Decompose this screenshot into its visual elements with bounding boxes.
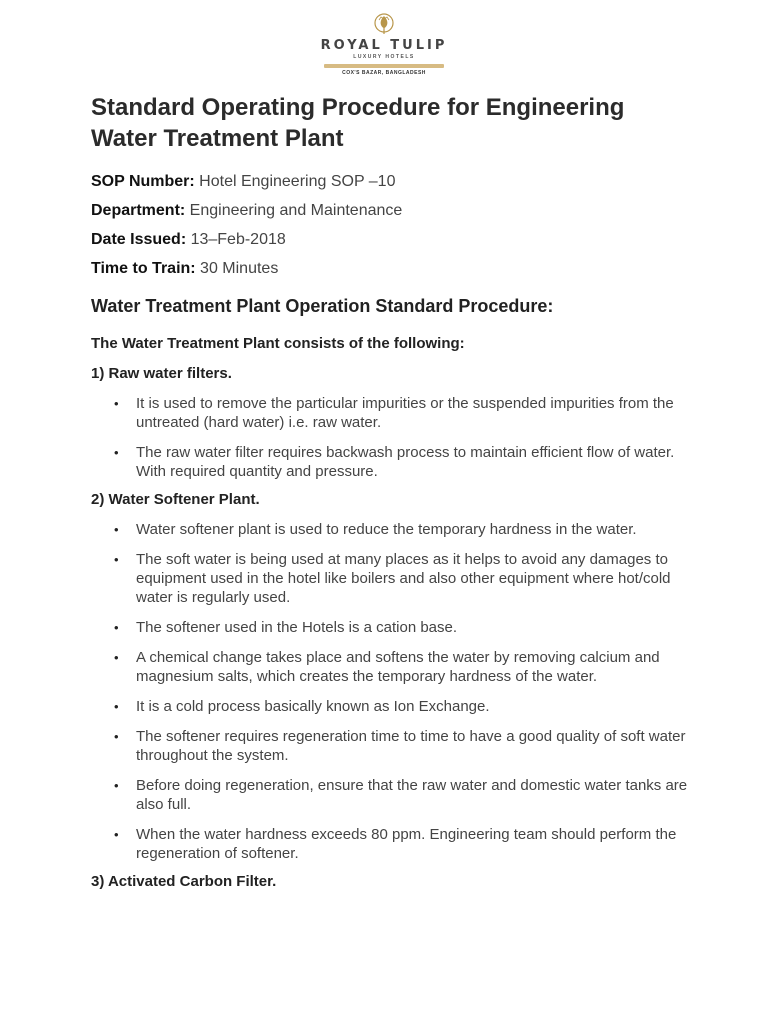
document-title: Standard Operating Procedure for Engineering Water Treatment Plant <box>91 94 625 152</box>
logo-script-line <box>324 63 444 69</box>
bullet-text: The raw water filter requires backwash process to maintain efficient flow of water. With required quantity and pressure. <box>136 444 675 480</box>
meta-sop-number <box>91 172 691 191</box>
bullet-icon: • <box>114 552 119 567</box>
bullet-list <box>91 394 691 481</box>
document-body <box>91 92 691 891</box>
bullet-text: Water softener plant is used to reduce the temporary hardness in the water. <box>136 521 637 538</box>
sop-metadata <box>91 172 691 278</box>
bullet-text: It is a cold process basically known as Ion Exchange. <box>136 698 490 715</box>
bullet-text: The softener used in the Hotels is a cation base. <box>136 619 458 636</box>
meta-time-to-train <box>91 259 691 278</box>
bullet-icon: • <box>114 699 119 714</box>
bullet-item <box>91 648 691 686</box>
bullet-item <box>91 727 691 765</box>
meta-value: 30 Minutes <box>195 260 279 277</box>
logo-subtitle: LUXURY HOTELS <box>353 54 415 60</box>
bullet-icon: • <box>114 396 119 411</box>
logo-name: ROYAL TULIP <box>320 38 448 53</box>
subsection-heading: 1) Raw water filters. <box>91 365 232 382</box>
bullet-icon: • <box>114 445 119 460</box>
bullet-text: The softener requires regeneration time to time to have a good quality of soft water throughout the system. <box>136 728 686 764</box>
logo-location: COX'S BAZAR, BANGLADESH <box>342 70 426 76</box>
bullet-text: When the water hardness exceeds 80 ppm. Engineering team should perform the regeneration of softener. <box>136 826 677 862</box>
bullet-item <box>91 443 691 481</box>
meta-department <box>91 201 691 220</box>
tulip-crest-icon <box>373 12 395 36</box>
meta-date-issued <box>91 230 691 249</box>
hotel-logo <box>0 12 768 76</box>
bullet-text: The soft water is being used at many places as it helps to avoid any damages to equipment used in the hotel like boilers and also other equipment where hot/cold water is regularly used. <box>136 551 671 606</box>
bullet-item <box>91 776 691 814</box>
meta-key: Time to Train: <box>91 260 196 277</box>
bullet-item <box>91 825 691 863</box>
bullet-icon: • <box>114 620 119 635</box>
intro-line: The Water Treatment Plant consists of the following: <box>91 335 465 352</box>
bullet-item <box>91 520 691 539</box>
meta-key: Department: <box>91 202 186 219</box>
bullet-icon: • <box>114 729 119 744</box>
bullet-item <box>91 394 691 432</box>
meta-key: Date Issued: <box>91 231 187 248</box>
subsection-heading: 2) Water Softener Plant. <box>91 491 260 508</box>
bullet-icon: • <box>114 827 119 842</box>
bullet-item <box>91 697 691 716</box>
bullet-item <box>91 618 691 637</box>
bullet-list <box>91 520 691 863</box>
meta-key: SOP Number: <box>91 173 195 190</box>
meta-value: Hotel Engineering SOP –10 <box>194 173 396 190</box>
meta-value: Engineering and Maintenance <box>185 202 403 219</box>
bullet-text: Before doing regeneration, ensure that the raw water and domestic water tanks are also full. <box>136 777 688 813</box>
bullet-icon: • <box>114 778 119 793</box>
section-heading: Water Treatment Plant Operation Standard Procedure: <box>91 296 554 316</box>
subsection-heading: 3) Activated Carbon Filter. <box>91 873 277 890</box>
meta-value: 13–Feb-2018 <box>186 231 286 248</box>
bullet-text: A chemical change takes place and softens the water by removing calcium and magnesium salts, which creates the temporary hardness of the water. <box>136 649 660 685</box>
bullet-text: It is used to remove the particular impurities or the suspended impurities from the untreated (hard water) i.e. raw water. <box>136 395 674 431</box>
bullet-icon: • <box>114 650 119 665</box>
bullet-icon: • <box>114 522 119 537</box>
bullet-item <box>91 550 691 607</box>
